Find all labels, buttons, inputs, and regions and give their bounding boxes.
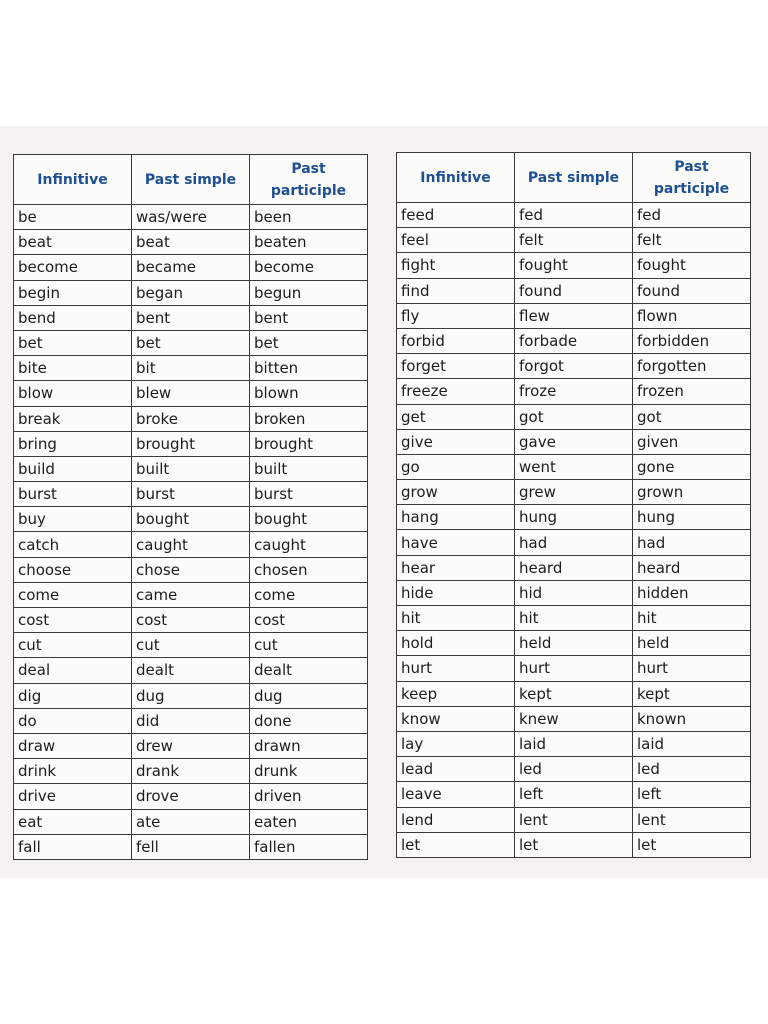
cell-past-participle: burst xyxy=(250,482,368,507)
cell-infinitive: lend xyxy=(397,807,515,832)
cell-past-participle: forgotten xyxy=(633,354,751,379)
header-past-participle xyxy=(250,155,368,205)
cell-infinitive: come xyxy=(14,582,132,607)
cell-infinitive: grow xyxy=(397,480,515,505)
cell-past-simple: felt xyxy=(515,228,633,253)
cell-infinitive: hang xyxy=(397,505,515,530)
table-row xyxy=(14,255,368,280)
cell-past-participle: bent xyxy=(250,305,368,330)
cell-past-simple: began xyxy=(132,280,250,305)
cell-infinitive: go xyxy=(397,454,515,479)
cell-infinitive: begin xyxy=(14,280,132,305)
cell-past-simple: caught xyxy=(132,532,250,557)
table-row xyxy=(14,330,368,355)
table-row xyxy=(14,456,368,481)
cell-infinitive: buy xyxy=(14,507,132,532)
cell-past-simple: kept xyxy=(515,681,633,706)
header-past-simple: Past simple xyxy=(132,155,250,205)
cell-past-simple: drank xyxy=(132,759,250,784)
cell-past-simple: broke xyxy=(132,406,250,431)
cell-past-simple: flew xyxy=(515,303,633,328)
cell-infinitive: fall xyxy=(14,834,132,859)
cell-infinitive: feel xyxy=(397,228,515,253)
header-past-participle-label: Past participle xyxy=(653,158,730,197)
cell-past-participle: driven xyxy=(250,784,368,809)
cell-infinitive: beat xyxy=(14,230,132,255)
table-row xyxy=(14,305,368,330)
cell-past-participle: drawn xyxy=(250,733,368,758)
cell-past-simple: knew xyxy=(515,706,633,731)
cell-infinitive: leave xyxy=(397,782,515,807)
table-row xyxy=(14,431,368,456)
cell-past-participle: cost xyxy=(250,608,368,633)
cell-past-simple: cost xyxy=(132,608,250,633)
cell-infinitive: fly xyxy=(397,303,515,328)
table-row xyxy=(14,482,368,507)
header-past-participle-label: Past participle xyxy=(270,160,347,199)
cell-past-simple: led xyxy=(515,757,633,782)
cell-past-simple: found xyxy=(515,278,633,303)
cell-past-participle: kept xyxy=(633,681,751,706)
cell-past-simple: ate xyxy=(132,809,250,834)
table-row xyxy=(397,454,751,479)
cell-past-simple: dug xyxy=(132,683,250,708)
table-row xyxy=(14,381,368,406)
cell-infinitive: break xyxy=(14,406,132,431)
cell-past-participle: known xyxy=(633,706,751,731)
right-table-body xyxy=(397,203,751,858)
cell-past-participle: cut xyxy=(250,633,368,658)
table-row xyxy=(14,633,368,658)
cell-infinitive: deal xyxy=(14,658,132,683)
cell-past-simple: drove xyxy=(132,784,250,809)
header-past-participle xyxy=(633,153,751,203)
table-row xyxy=(14,784,368,809)
cell-infinitive: bend xyxy=(14,305,132,330)
cell-infinitive: drink xyxy=(14,759,132,784)
cell-past-participle: come xyxy=(250,582,368,607)
cell-past-participle: laid xyxy=(633,731,751,756)
table-row xyxy=(14,733,368,758)
cell-past-simple: hung xyxy=(515,505,633,530)
cell-infinitive: drive xyxy=(14,784,132,809)
table-row xyxy=(397,606,751,631)
cell-past-simple: became xyxy=(132,255,250,280)
cell-past-simple: had xyxy=(515,530,633,555)
cell-past-participle: hung xyxy=(633,505,751,530)
table-row xyxy=(397,530,751,555)
cell-infinitive: fight xyxy=(397,253,515,278)
cell-past-simple: bought xyxy=(132,507,250,532)
cell-past-participle: found xyxy=(633,278,751,303)
cell-past-simple: fed xyxy=(515,203,633,228)
cell-past-participle: grown xyxy=(633,480,751,505)
cell-infinitive: give xyxy=(397,429,515,454)
cell-infinitive: be xyxy=(14,205,132,230)
cell-past-simple: chose xyxy=(132,557,250,582)
header-infinitive: Infinitive xyxy=(397,153,515,203)
table-row xyxy=(397,731,751,756)
cell-past-simple: hid xyxy=(515,580,633,605)
cell-past-participle: dealt xyxy=(250,658,368,683)
table-row xyxy=(14,834,368,859)
cell-past-participle: fought xyxy=(633,253,751,278)
cell-past-simple: did xyxy=(132,708,250,733)
table-row xyxy=(397,404,751,429)
table-row xyxy=(397,328,751,353)
cell-infinitive: bring xyxy=(14,431,132,456)
cell-past-simple: went xyxy=(515,454,633,479)
table-row xyxy=(14,280,368,305)
cell-past-participle: let xyxy=(633,832,751,857)
cell-past-participle: been xyxy=(250,205,368,230)
cell-past-simple: beat xyxy=(132,230,250,255)
cell-past-simple: bet xyxy=(132,330,250,355)
cell-past-simple: held xyxy=(515,631,633,656)
table-row xyxy=(397,203,751,228)
cell-past-participle: built xyxy=(250,456,368,481)
cell-past-participle: bitten xyxy=(250,356,368,381)
table-row xyxy=(14,582,368,607)
cell-infinitive: blow xyxy=(14,381,132,406)
cell-infinitive: find xyxy=(397,278,515,303)
cell-past-simple: let xyxy=(515,832,633,857)
cell-infinitive: keep xyxy=(397,681,515,706)
table-row xyxy=(397,429,751,454)
cell-past-simple: hurt xyxy=(515,656,633,681)
cell-past-simple: bent xyxy=(132,305,250,330)
table-row xyxy=(397,681,751,706)
cell-past-simple: gave xyxy=(515,429,633,454)
cell-infinitive: lead xyxy=(397,757,515,782)
table-row xyxy=(14,809,368,834)
cell-past-simple: was/were xyxy=(132,205,250,230)
cell-past-participle: held xyxy=(633,631,751,656)
cell-past-simple: hit xyxy=(515,606,633,631)
cell-infinitive: hide xyxy=(397,580,515,605)
cell-past-simple: left xyxy=(515,782,633,807)
cell-past-participle: begun xyxy=(250,280,368,305)
cell-infinitive: cut xyxy=(14,633,132,658)
table-row xyxy=(14,708,368,733)
table-row xyxy=(397,505,751,530)
cell-infinitive: forbid xyxy=(397,328,515,353)
table-row xyxy=(14,759,368,784)
cell-past-participle: drunk xyxy=(250,759,368,784)
cell-past-participle: heard xyxy=(633,555,751,580)
table-row xyxy=(397,379,751,404)
header-row xyxy=(14,155,368,205)
table-row xyxy=(397,580,751,605)
table-row xyxy=(397,253,751,278)
cell-past-simple: forbade xyxy=(515,328,633,353)
table-row xyxy=(14,557,368,582)
cell-past-simple: burst xyxy=(132,482,250,507)
cell-past-participle: fallen xyxy=(250,834,368,859)
cell-past-simple: drew xyxy=(132,733,250,758)
table-row xyxy=(14,658,368,683)
cell-past-participle: had xyxy=(633,530,751,555)
table-row xyxy=(397,278,751,303)
table-row xyxy=(14,608,368,633)
cell-past-participle: become xyxy=(250,255,368,280)
cell-past-participle: done xyxy=(250,708,368,733)
table-row xyxy=(397,228,751,253)
cell-past-participle: gone xyxy=(633,454,751,479)
cell-past-participle: hurt xyxy=(633,656,751,681)
cell-past-simple: forgot xyxy=(515,354,633,379)
cell-past-participle: dug xyxy=(250,683,368,708)
table-row xyxy=(397,303,751,328)
table-row xyxy=(14,406,368,431)
table-row xyxy=(397,631,751,656)
cell-infinitive: have xyxy=(397,530,515,555)
cell-infinitive: dig xyxy=(14,683,132,708)
cell-infinitive: do xyxy=(14,708,132,733)
cell-past-participle: frozen xyxy=(633,379,751,404)
cell-infinitive: build xyxy=(14,456,132,481)
cell-infinitive: hold xyxy=(397,631,515,656)
left-table-body xyxy=(14,205,368,860)
cell-infinitive: burst xyxy=(14,482,132,507)
cell-infinitive: let xyxy=(397,832,515,857)
table-row xyxy=(397,354,751,379)
cell-past-simple: got xyxy=(515,404,633,429)
cell-infinitive: eat xyxy=(14,809,132,834)
cell-infinitive: draw xyxy=(14,733,132,758)
cell-past-participle: got xyxy=(633,404,751,429)
cell-past-participle: flown xyxy=(633,303,751,328)
cell-infinitive: cost xyxy=(14,608,132,633)
header-infinitive: Infinitive xyxy=(14,155,132,205)
cell-past-simple: built xyxy=(132,456,250,481)
cell-past-participle: given xyxy=(633,429,751,454)
cell-past-simple: came xyxy=(132,582,250,607)
cell-past-participle: eaten xyxy=(250,809,368,834)
cell-past-simple: fought xyxy=(515,253,633,278)
cell-infinitive: hurt xyxy=(397,656,515,681)
table-row xyxy=(397,757,751,782)
cell-past-participle: led xyxy=(633,757,751,782)
cell-past-participle: fed xyxy=(633,203,751,228)
cell-past-simple: froze xyxy=(515,379,633,404)
cell-infinitive: freeze xyxy=(397,379,515,404)
cell-infinitive: become xyxy=(14,255,132,280)
cell-past-participle: blown xyxy=(250,381,368,406)
cell-infinitive: know xyxy=(397,706,515,731)
cell-past-simple: grew xyxy=(515,480,633,505)
irregular-verbs-table-left xyxy=(13,154,368,860)
cell-past-participle: brought xyxy=(250,431,368,456)
table-row xyxy=(14,683,368,708)
cell-infinitive: feed xyxy=(397,203,515,228)
cell-past-participle: beaten xyxy=(250,230,368,255)
cell-infinitive: catch xyxy=(14,532,132,557)
cell-past-simple: fell xyxy=(132,834,250,859)
cell-past-participle: bet xyxy=(250,330,368,355)
cell-past-participle: left xyxy=(633,782,751,807)
cell-infinitive: choose xyxy=(14,557,132,582)
table-row xyxy=(14,230,368,255)
cell-past-participle: lent xyxy=(633,807,751,832)
table-row xyxy=(397,832,751,857)
table-row xyxy=(397,480,751,505)
table-row xyxy=(397,555,751,580)
cell-infinitive: lay xyxy=(397,731,515,756)
cell-past-participle: chosen xyxy=(250,557,368,582)
cell-past-participle: caught xyxy=(250,532,368,557)
table-row xyxy=(397,807,751,832)
header-row xyxy=(397,153,751,203)
cell-past-participle: bought xyxy=(250,507,368,532)
cell-infinitive: hear xyxy=(397,555,515,580)
table-row xyxy=(14,507,368,532)
table-row xyxy=(14,205,368,230)
cell-past-participle: forbidden xyxy=(633,328,751,353)
cell-past-simple: laid xyxy=(515,731,633,756)
cell-infinitive: forget xyxy=(397,354,515,379)
cell-infinitive: bet xyxy=(14,330,132,355)
header-past-simple: Past simple xyxy=(515,153,633,203)
cell-past-simple: lent xyxy=(515,807,633,832)
irregular-verbs-table-right xyxy=(396,152,751,858)
table-row xyxy=(14,532,368,557)
table-row xyxy=(397,782,751,807)
cell-past-participle: broken xyxy=(250,406,368,431)
cell-infinitive: hit xyxy=(397,606,515,631)
cell-infinitive: get xyxy=(397,404,515,429)
cell-past-simple: cut xyxy=(132,633,250,658)
cell-past-participle: hidden xyxy=(633,580,751,605)
cell-past-participle: felt xyxy=(633,228,751,253)
cell-infinitive: bite xyxy=(14,356,132,381)
cell-past-simple: blew xyxy=(132,381,250,406)
cell-past-simple: brought xyxy=(132,431,250,456)
cell-past-simple: dealt xyxy=(132,658,250,683)
cell-past-participle: hit xyxy=(633,606,751,631)
cell-past-simple: heard xyxy=(515,555,633,580)
cell-past-simple: bit xyxy=(132,356,250,381)
table-row xyxy=(397,706,751,731)
table-row xyxy=(397,656,751,681)
table-row xyxy=(14,356,368,381)
